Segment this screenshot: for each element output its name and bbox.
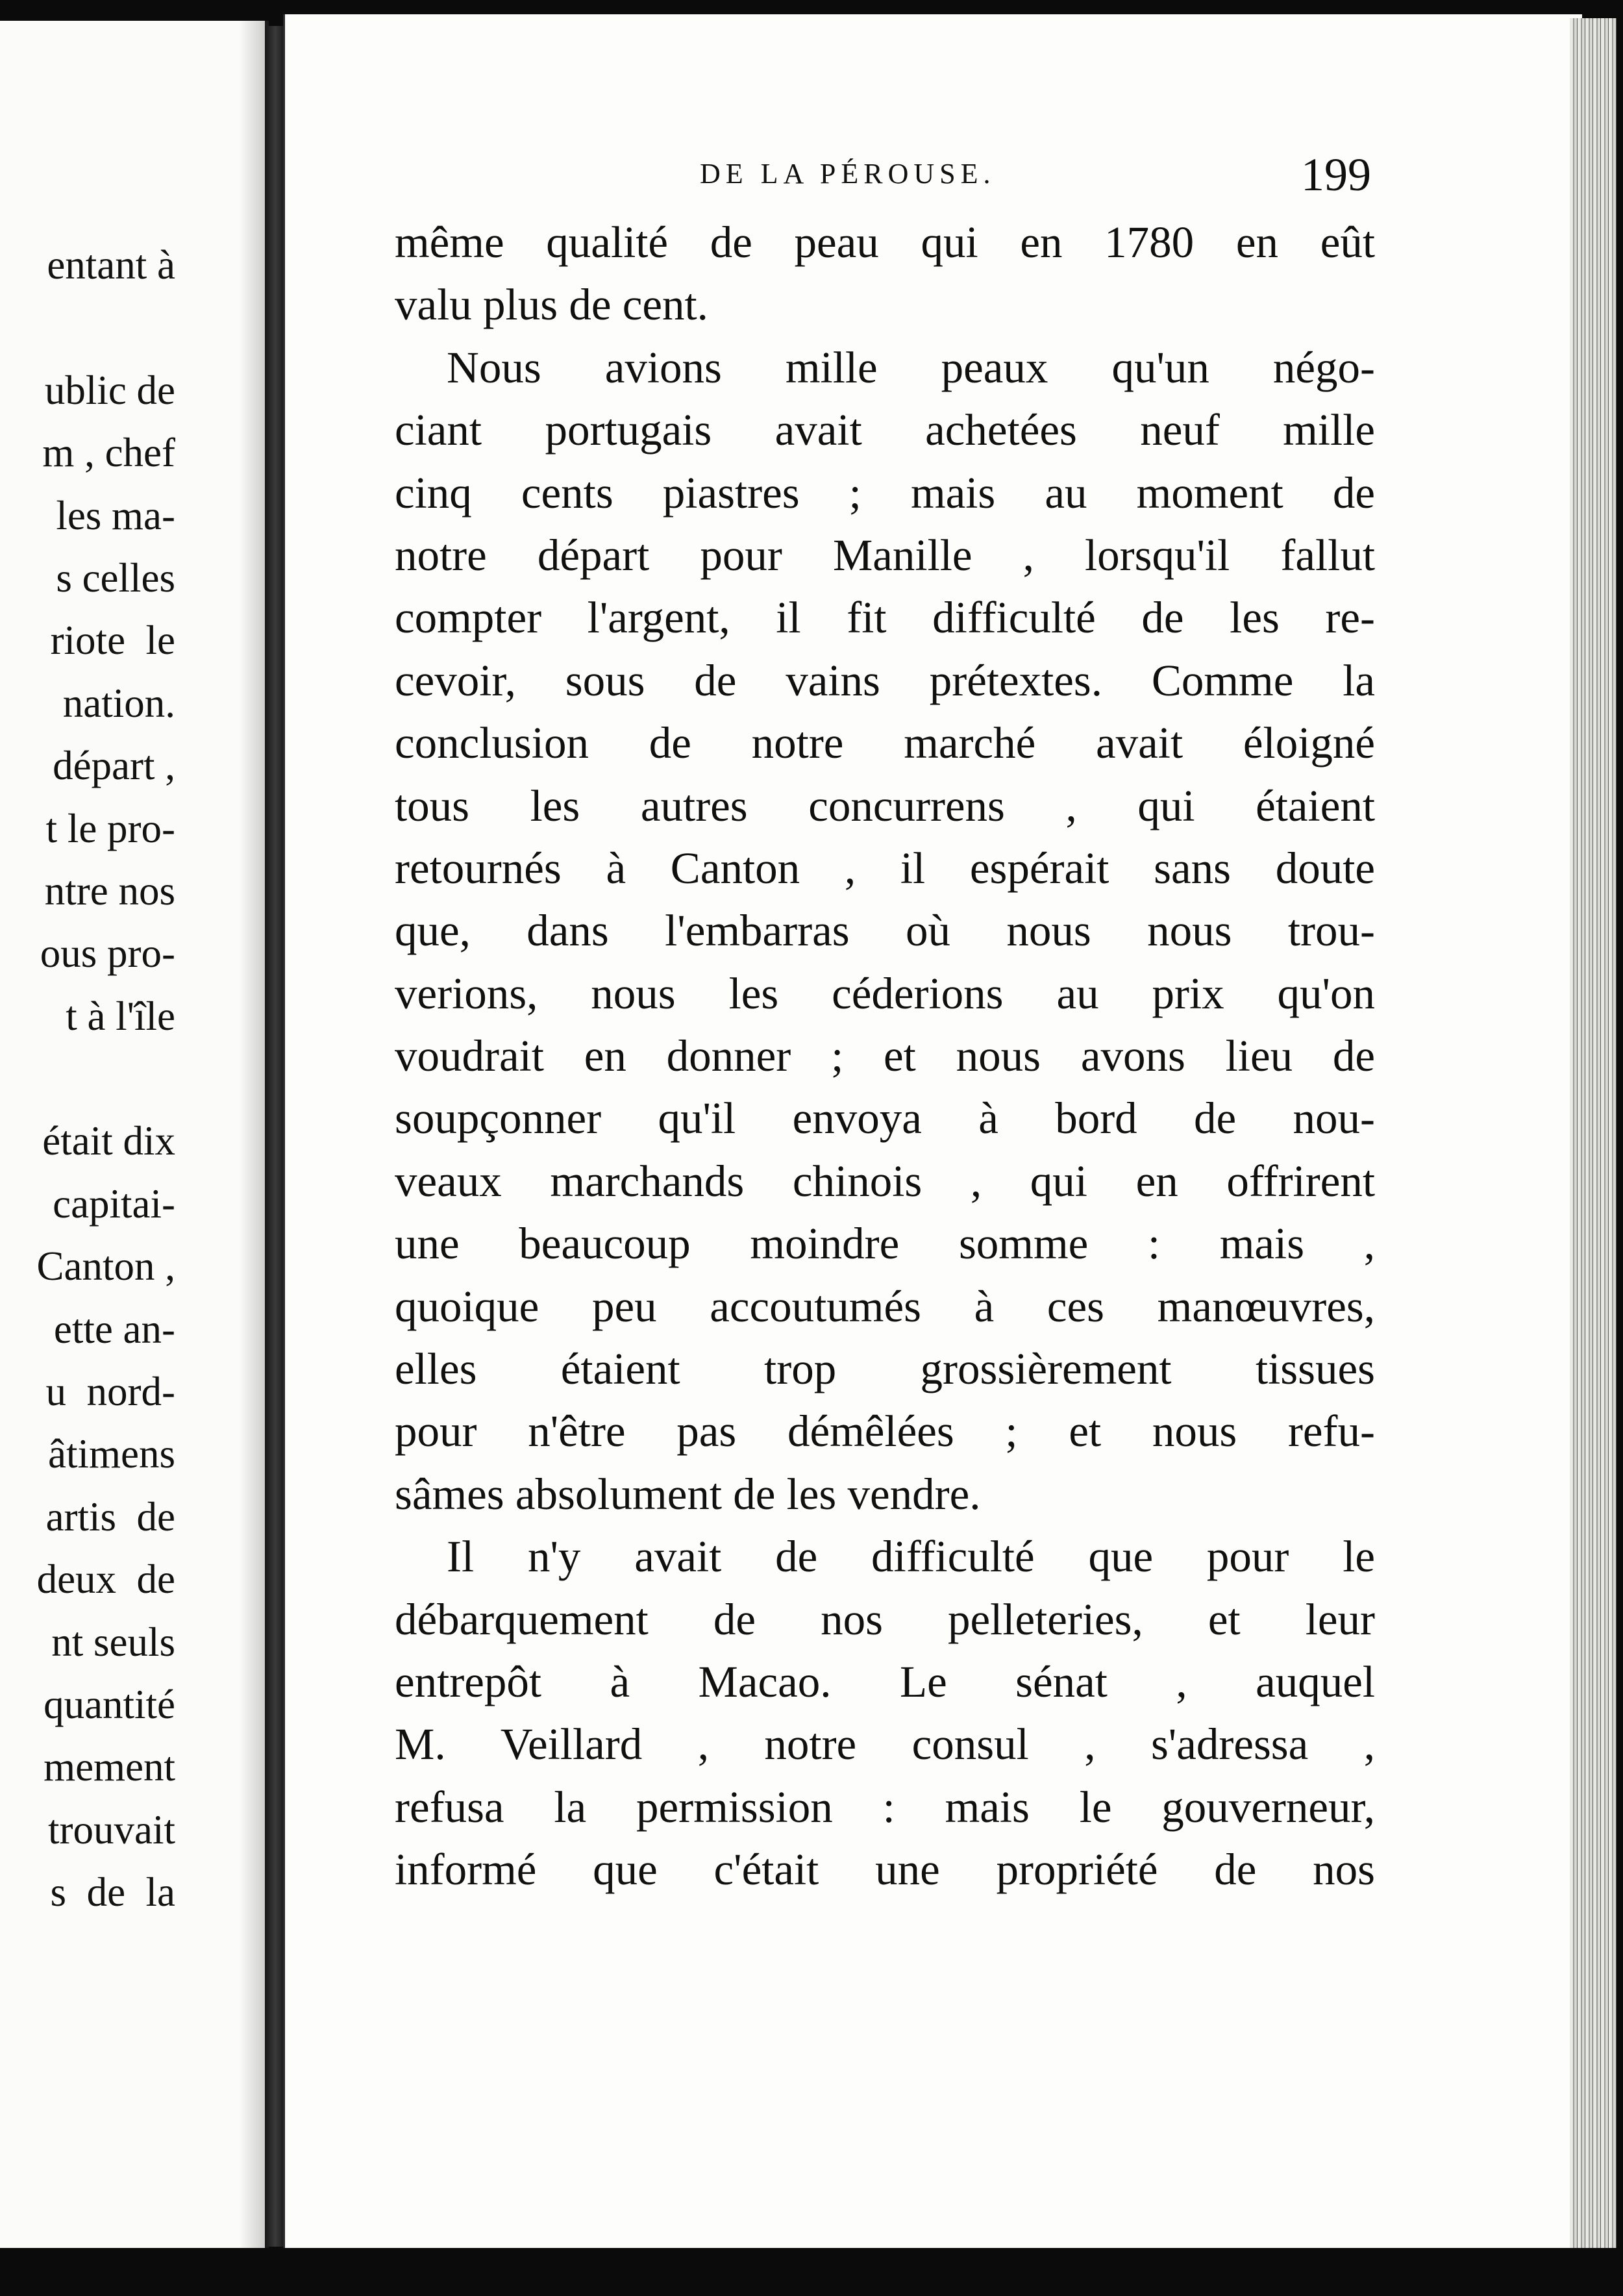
left-page-gutter-shadow <box>239 21 265 2248</box>
text-line: soupçonner qu'il envoya à bord de nou- <box>395 1093 1375 1143</box>
left-text-fragment: t à l'île <box>66 993 175 1039</box>
left-page-text <box>37 234 176 1924</box>
left-page <box>0 21 269 2248</box>
left-text-fragment: âtimens <box>48 1431 175 1477</box>
left-text-fragment: riote le <box>50 618 175 664</box>
left-text-fragment: ntre nos <box>44 867 175 914</box>
left-text-fragment <box>37 1047 176 1110</box>
text-line: conclusion de notre marché avait éloigné <box>395 718 1375 768</box>
left-text-fragment: t le pro- <box>45 805 175 851</box>
left-text-fragment: départ , <box>53 743 175 789</box>
text-line: Il n'y avait de difficulté que pour le <box>447 1532 1375 1582</box>
text-line: même qualité de peau qui en 1780 en eût <box>395 218 1375 267</box>
text-line: M. Veillard , notre consul , s'adressa , <box>395 1719 1375 1769</box>
text-line: cinq cents piastres ; mais au moment de <box>395 468 1375 518</box>
text-line: entrepôt à Macao. Le sénat , auquel <box>395 1656 1375 1706</box>
left-text-fragment: s celles <box>56 555 175 601</box>
text-line: retournés à Canton , il espérait sans doute <box>395 843 1375 893</box>
text-line: veaux marchands chinois , qui en offrirent <box>395 1156 1375 1206</box>
text-line: débarquement de nos pelleteries, et leur <box>395 1594 1375 1644</box>
left-text-fragment: nation. <box>53 680 175 726</box>
left-text-fragment: ublic de <box>44 367 175 413</box>
page-number: 199 <box>1301 149 1371 201</box>
left-text-fragment: entant à <box>47 242 175 288</box>
left-text-fragment: Canton , <box>36 1243 175 1290</box>
text-line: quoique peu accoutumés à ces manœuvres, <box>395 1281 1375 1331</box>
text-line: cevoir, sous de vains prétextes. Comme la <box>395 655 1375 705</box>
left-text-fragment: u nord- <box>45 1369 175 1415</box>
left-text-fragment: deux de <box>36 1556 175 1603</box>
text-line: refusa la permission : mais le gouverneur, <box>395 1782 1375 1832</box>
text-line: que, dans l'embarras où nous nous trou- <box>395 906 1375 956</box>
running-head: DE LA PÉROUSE. <box>700 158 996 190</box>
text-line: compter l'argent, il fit difficulté de les re- <box>395 593 1375 643</box>
scan-border <box>0 2248 1623 2296</box>
text-line: Nous avions mille peaux qu'un négo- <box>447 342 1375 392</box>
text-line: pour n'être pas démêlées ; et nous refu- <box>395 1406 1375 1456</box>
left-text-fragment: artis de <box>45 1493 175 1540</box>
text-line: elles étaient trop grossièrement tissues <box>395 1344 1375 1394</box>
text-line: voudrait en donner ; et nous avons lieu de <box>395 1031 1375 1081</box>
text-line: valu plus de cent. <box>395 280 708 330</box>
left-text-fragment: capitai- <box>53 1180 175 1227</box>
text-line: notre départ pour Manille , lorsqu'il fallut <box>395 530 1375 580</box>
left-text-fragment: trouvait <box>48 1806 175 1853</box>
text-line: sâmes absolument de les vendre. <box>395 1469 981 1519</box>
text-line: informé que c'était une propriété de nos <box>395 1845 1375 1895</box>
left-text-fragment <box>37 296 176 358</box>
left-text-fragment: s de la <box>50 1869 175 1915</box>
left-text-fragment: quantité <box>43 1681 175 1727</box>
body-text <box>395 211 1375 1901</box>
page-edges <box>1570 18 1617 2252</box>
text-line: verions, nous les céderions au prix qu'on <box>395 968 1375 1018</box>
left-text-fragment: m , chef <box>42 430 175 476</box>
left-text-fragment: les ma- <box>56 492 175 538</box>
left-text-fragment: nt seuls <box>51 1619 175 1665</box>
left-text-fragment: ette an- <box>53 1306 175 1352</box>
text-line: tous les autres concurrens , qui étaient <box>395 780 1375 830</box>
left-text-fragment: mement <box>43 1744 175 1790</box>
text-line: une beaucoup moindre somme : mais , <box>395 1219 1375 1269</box>
text-line: ciant portugais avait achetées neuf mille <box>395 405 1375 455</box>
left-text-fragment: était dix <box>42 1118 175 1164</box>
left-text-fragment: ous pro- <box>40 930 175 977</box>
